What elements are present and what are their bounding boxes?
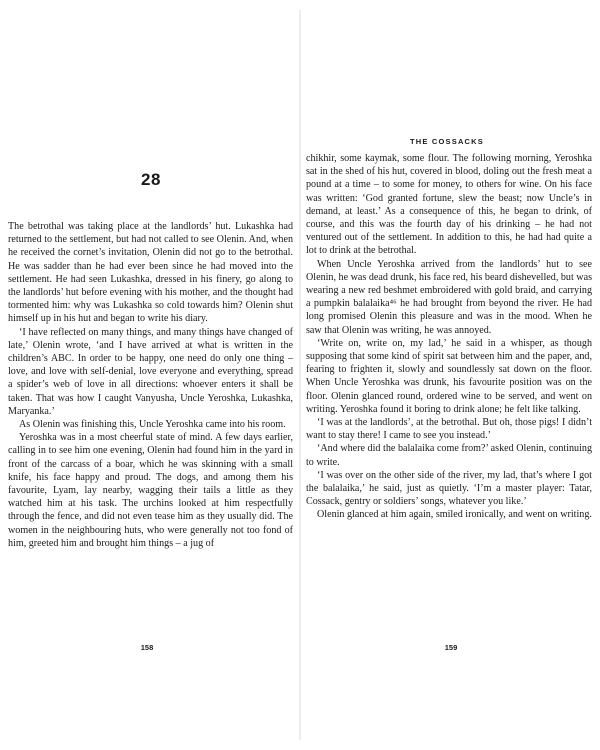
paragraph: ‘I was over on the other side of the river, my lad, that’s where I got the balalaika,’ he said, just as quietly. ‘I’m a master player: Tatar, Cossack, gentry or soldiers’ songs, whatever you like.’ <box>306 469 592 508</box>
paragraph: Olenin glanced at him again, smiled ironically, and went on writing. <box>317 509 592 521</box>
left-page-body <box>8 220 293 550</box>
paragraph: ‘Write on, write on, my lad,’ he said in a whisper, as though supposing that some kind of spirit sat between him and the paper, and, fearing to frighten it, slowly and soundlessly sat down on the floor. When Uncle Yeroshka was drunk, his favourite position was on the floor. Olenin glanced round, ordered wine to be served, and went on writing. Yeroshka found it boring to drink alone; he felt like talking. <box>306 337 592 415</box>
paragraph: chikhir, some kaymak, some flour. The following morning, Yeroshka sat in the shed of his hut, covered in blood, doling out the fresh meat a pound at a time – to some for money, to others for wine. On his face was written: ‘God granted fortune, slew the beast; now Uncle’s in demand, at least.’ As a consequence of this, he began to drink, of course, and this was the fourth day of his drinking – he had not ventured out of the settlement. In addition to this, he had had quite a lot to drink at the betrothal. <box>306 153 592 257</box>
paragraph: The betrothal was taking place at the landlords’ hut. Lukashka had returned to the settlement, but had not called to see Olenin. And, when he received the cornet’s invitation, Olenin did not go to the betrothal. He was sadder than he had ever been since he had moved into the settlement. He had seen Lukashka, dressed in his finery, go along to the landlords’ hut before evening with his mother, and the thought had tormented him: why was Lukashka so cold towards him? Olenin shut himself up in his hut and began to write his diary. <box>8 221 293 325</box>
page-number: 159 <box>444 643 458 652</box>
page-number: 158 <box>140 643 154 652</box>
paragraph: As Olenin was finishing this, Uncle Yeroshka came into his room. <box>19 419 286 431</box>
paragraph: ‘I was at the landlords’, at the betrothal. But oh, those pigs! I didn’t want to stay there! I came to see you instead.’ <box>306 417 592 442</box>
paragraph: Yeroshka was in a most cheerful state of mind. A few days earlier, calling in to see him one evening, Olenin had found him in the yard in front of the carcass of a boar, which he was skinning with a small knife, his face happy and proud. The dogs, and among them his favourite, Lyam, lay nearby, wagging their tails a little as they watched him at his task. The urchins looked at him respectfully through the fence, and did not even tease him as they usually did. The women in the neighbouring huts, who were generally not too fond of him, greeted him and brought him things – a jug of <box>8 432 293 549</box>
paragraph: When Uncle Yeroshka arrived from the landlords’ hut to see Olenin, he was dead drunk, his face red, his beard dishevelled, but was wearing a new red beshmet embroidered with gold braid, and carrying a pumpkin balalaika⁴⁶ he had brought from beyond the river. He had long promised Olenin this pleasure and was in the mood. When he saw that Olenin was writing, he was annoyed. <box>306 258 592 336</box>
chapter-number: 28 <box>141 170 161 189</box>
right-page-body <box>306 152 592 522</box>
right-page <box>300 0 600 750</box>
paragraph: ‘And where did the balalaika come from?’ asked Olenin, continuing to write. <box>306 443 592 468</box>
running-head: THE COSSACKS <box>410 137 484 146</box>
paragraph: ‘I have reflected on many things, and many things have changed of late,’ Olenin wrote, ‘and I have arrived at what is written in the children’s ABC. In order to be happy, one need do only one thing – love, and love with self-denial, love everyone and everything, spread a spider’s web of love in all directions: whoever enters it shall be taken. That was how I caught Vanyusha, Uncle Yeroshka, Lukashka, Maryanka.’ <box>8 326 293 417</box>
